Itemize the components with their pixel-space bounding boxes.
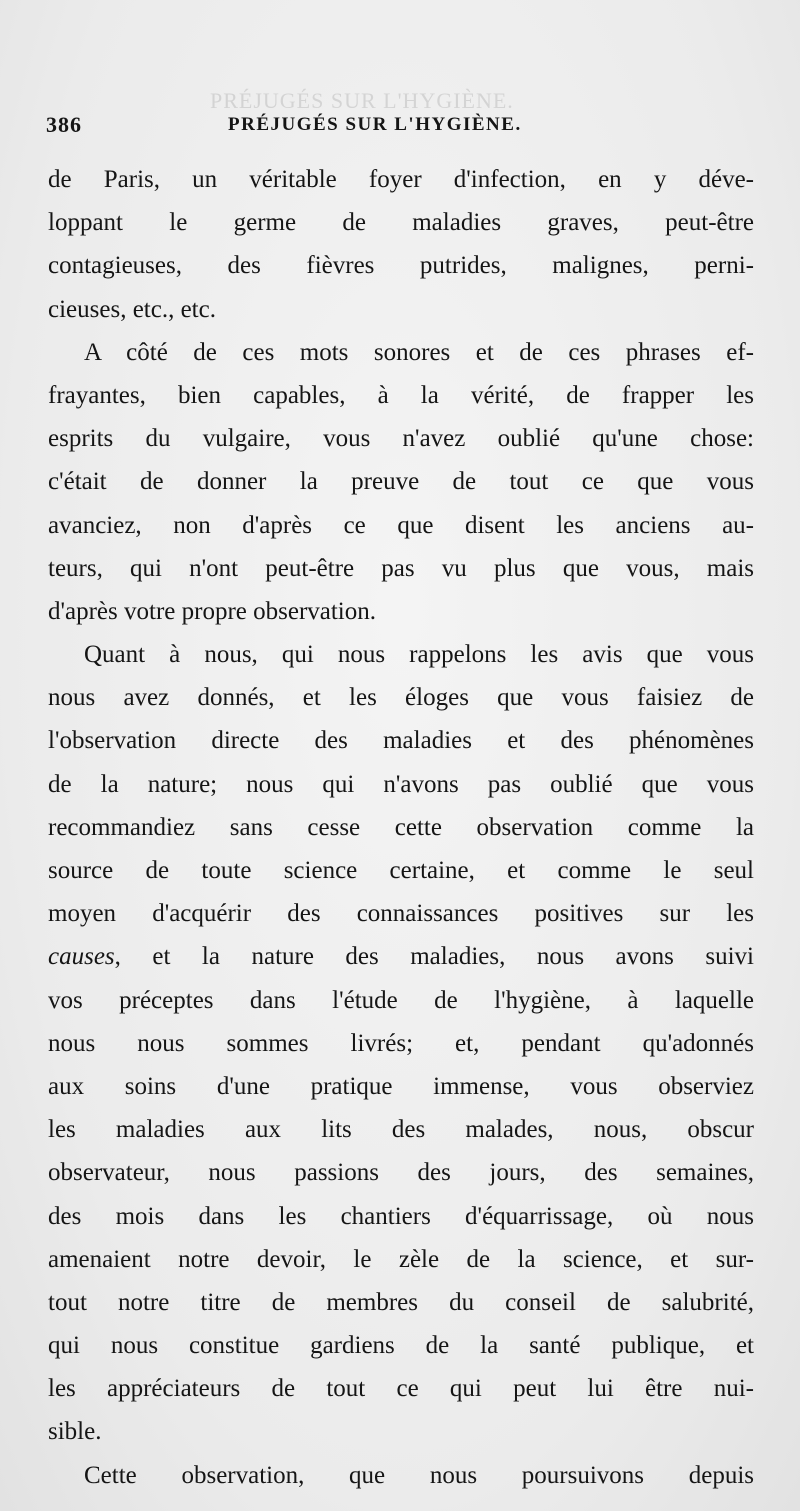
text-line: les appréciateurs de tout ce qui peut lui être nui- [48,1375,754,1403]
text-line: cieuses, etc., etc. [48,295,216,323]
paragraph-start-line: Quant à nous, qui nous rappelons les avis que vous [84,641,754,669]
text-line: loppant le germe de maladies graves, peut-être [48,209,754,237]
line-rest: , et la nature des maladies, nous avons suivi [114,943,754,971]
page-header [46,112,756,148]
text-line: nous nous sommes livrés; et, pendant qu'adonnés [48,1029,754,1057]
show-through-text: PRÉJUGÉS SUR L'HYGIÈNE. [210,88,514,113]
text-line: vos préceptes dans l'étude de l'hygiène, à laquelle [48,986,754,1014]
body-text [48,158,754,1497]
text-line: avanciez, non d'après ce que disent les anciens au- [48,511,754,539]
text-line: c'était de donner la preuve de tout ce que vous [48,468,754,496]
paragraph-start-line: Cette observation, que nous poursuivons depuis [84,1461,754,1489]
text-line: source de toute science certaine, et comme le seul [48,857,754,884]
text-line: observateur, nous passions des jours, des semaines, [48,1159,754,1187]
page-number: 386 [46,112,82,137]
text-line: amenaient notre devoir, le zèle de la science, et sur- [48,1245,754,1273]
text-line: moyen d'acquérir des connaissances positives sur les [48,900,754,928]
running-title: PRÉJUGÉS SUR L'HYGIÈNE. [228,114,522,135]
text-line-with-italic [48,935,754,978]
text-line: des mois dans les chantiers d'équarrissage, où nous [48,1202,754,1230]
text-line: frayantes, bien capables, à la vérité, de frapper les [48,381,754,409]
text-line: teurs, qui n'ont peut-être pas vu plus que vous, mais [48,554,754,582]
text-line: tout notre titre de membres du conseil de salubrité, [48,1288,754,1316]
italic-word: causes [48,943,115,971]
text-line: de la nature; nous qui n'avons pas oublié que vous [48,770,754,798]
text-line: l'observation directe des maladies et des phénomènes [48,727,754,755]
text-line: les maladies aux lits des malades, nous, obscur [48,1116,754,1144]
text-line: d'après votre propre observation. [48,597,377,625]
text-line: aux soins d'une pratique immense, vous observiez [48,1072,754,1100]
text-line: contagieuses, des fièvres putrides, malignes, perni- [48,252,754,280]
text-line: qui nous constitue gardiens de la santé publique, et [48,1332,754,1360]
text-line: de Paris, un véritable foyer d'infection, en y déve- [48,166,754,193]
text-line: nous avez donnés, et les éloges que vous faisiez de [48,684,754,712]
paragraph-start-line: A côté de ces mots sonores et de ces phrases ef- [84,338,754,366]
text-line: sible. [48,1418,102,1446]
text-line: recommandiez sans cesse cette observation comme la [48,813,754,841]
text-line: esprits du vulgaire, vous n'avez oublié qu'une chose: [48,425,754,453]
